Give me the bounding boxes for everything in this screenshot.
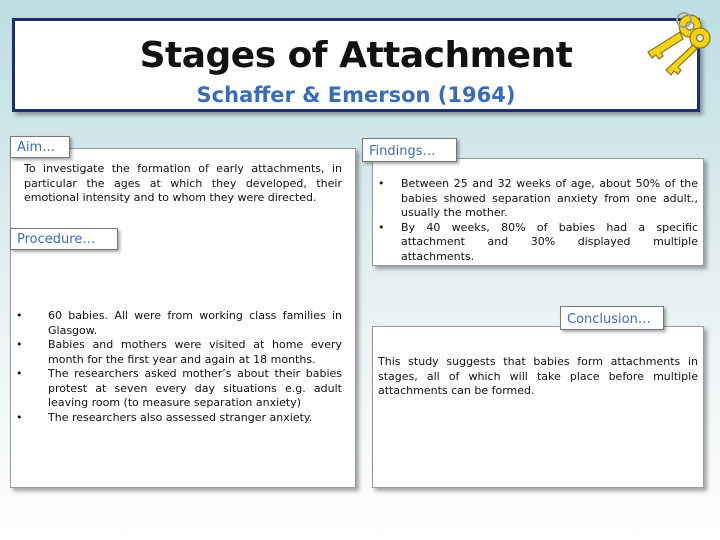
procedure-item-text: Babies and mothers were visited at home every month for the first year and again at 18 months. xyxy=(48,338,342,366)
keys-icon xyxy=(634,8,714,78)
procedure-item-text: The researchers also assessed stranger anxiety. xyxy=(48,410,313,424)
aim-text: To investigate the formation of early attachments, in particular the ages at which they developed, their emotional intensity and to whom they were directed. xyxy=(24,162,342,204)
aim-label: Aim… xyxy=(10,136,70,158)
findings-item-text: Between 25 and 32 weeks of age, about 50% of the babies showed separation anxiety from one adult., usually the mother. xyxy=(401,177,698,219)
findings-label: Findings… xyxy=(362,138,457,162)
procedure-item-text: 60 babies. All were from working class families in Glasgow. xyxy=(48,309,342,337)
conclusion-text: This study suggests that babies form attachments in stages, all of which will take place before multiple attachments can be formed. xyxy=(378,355,698,397)
procedure-item-text: The researchers asked mother’s about their babies protest at seven every day situations e.g. adult leaving room (to measure separation anxiety) xyxy=(48,367,342,409)
list-item xyxy=(376,221,698,265)
bullet-icon: • xyxy=(378,220,385,234)
bullet-icon: • xyxy=(16,309,23,322)
procedure-label: Procedure… xyxy=(10,228,118,250)
bullet-icon: • xyxy=(378,177,385,190)
list-item xyxy=(14,338,342,367)
findings-list xyxy=(376,177,698,264)
bullet-icon: • xyxy=(16,410,23,424)
page-subtitle: Schaffer & Emerson (1964) xyxy=(196,83,516,107)
bullet-icon: • xyxy=(16,338,23,351)
title-box xyxy=(12,18,700,112)
list-item xyxy=(14,367,342,411)
list-item xyxy=(14,411,342,426)
conclusion-panel xyxy=(372,326,704,488)
list-item xyxy=(376,177,698,221)
procedure-list xyxy=(14,309,342,425)
list-item xyxy=(14,309,342,338)
bullet-icon: • xyxy=(16,367,23,380)
findings-item-text: By 40 weeks, 80% of babies had a specific attachment and 30% displayed multiple attachments. xyxy=(401,220,698,263)
conclusion-label: Conclusion… xyxy=(560,306,664,330)
page-title: Stages of Attachment xyxy=(139,35,573,76)
